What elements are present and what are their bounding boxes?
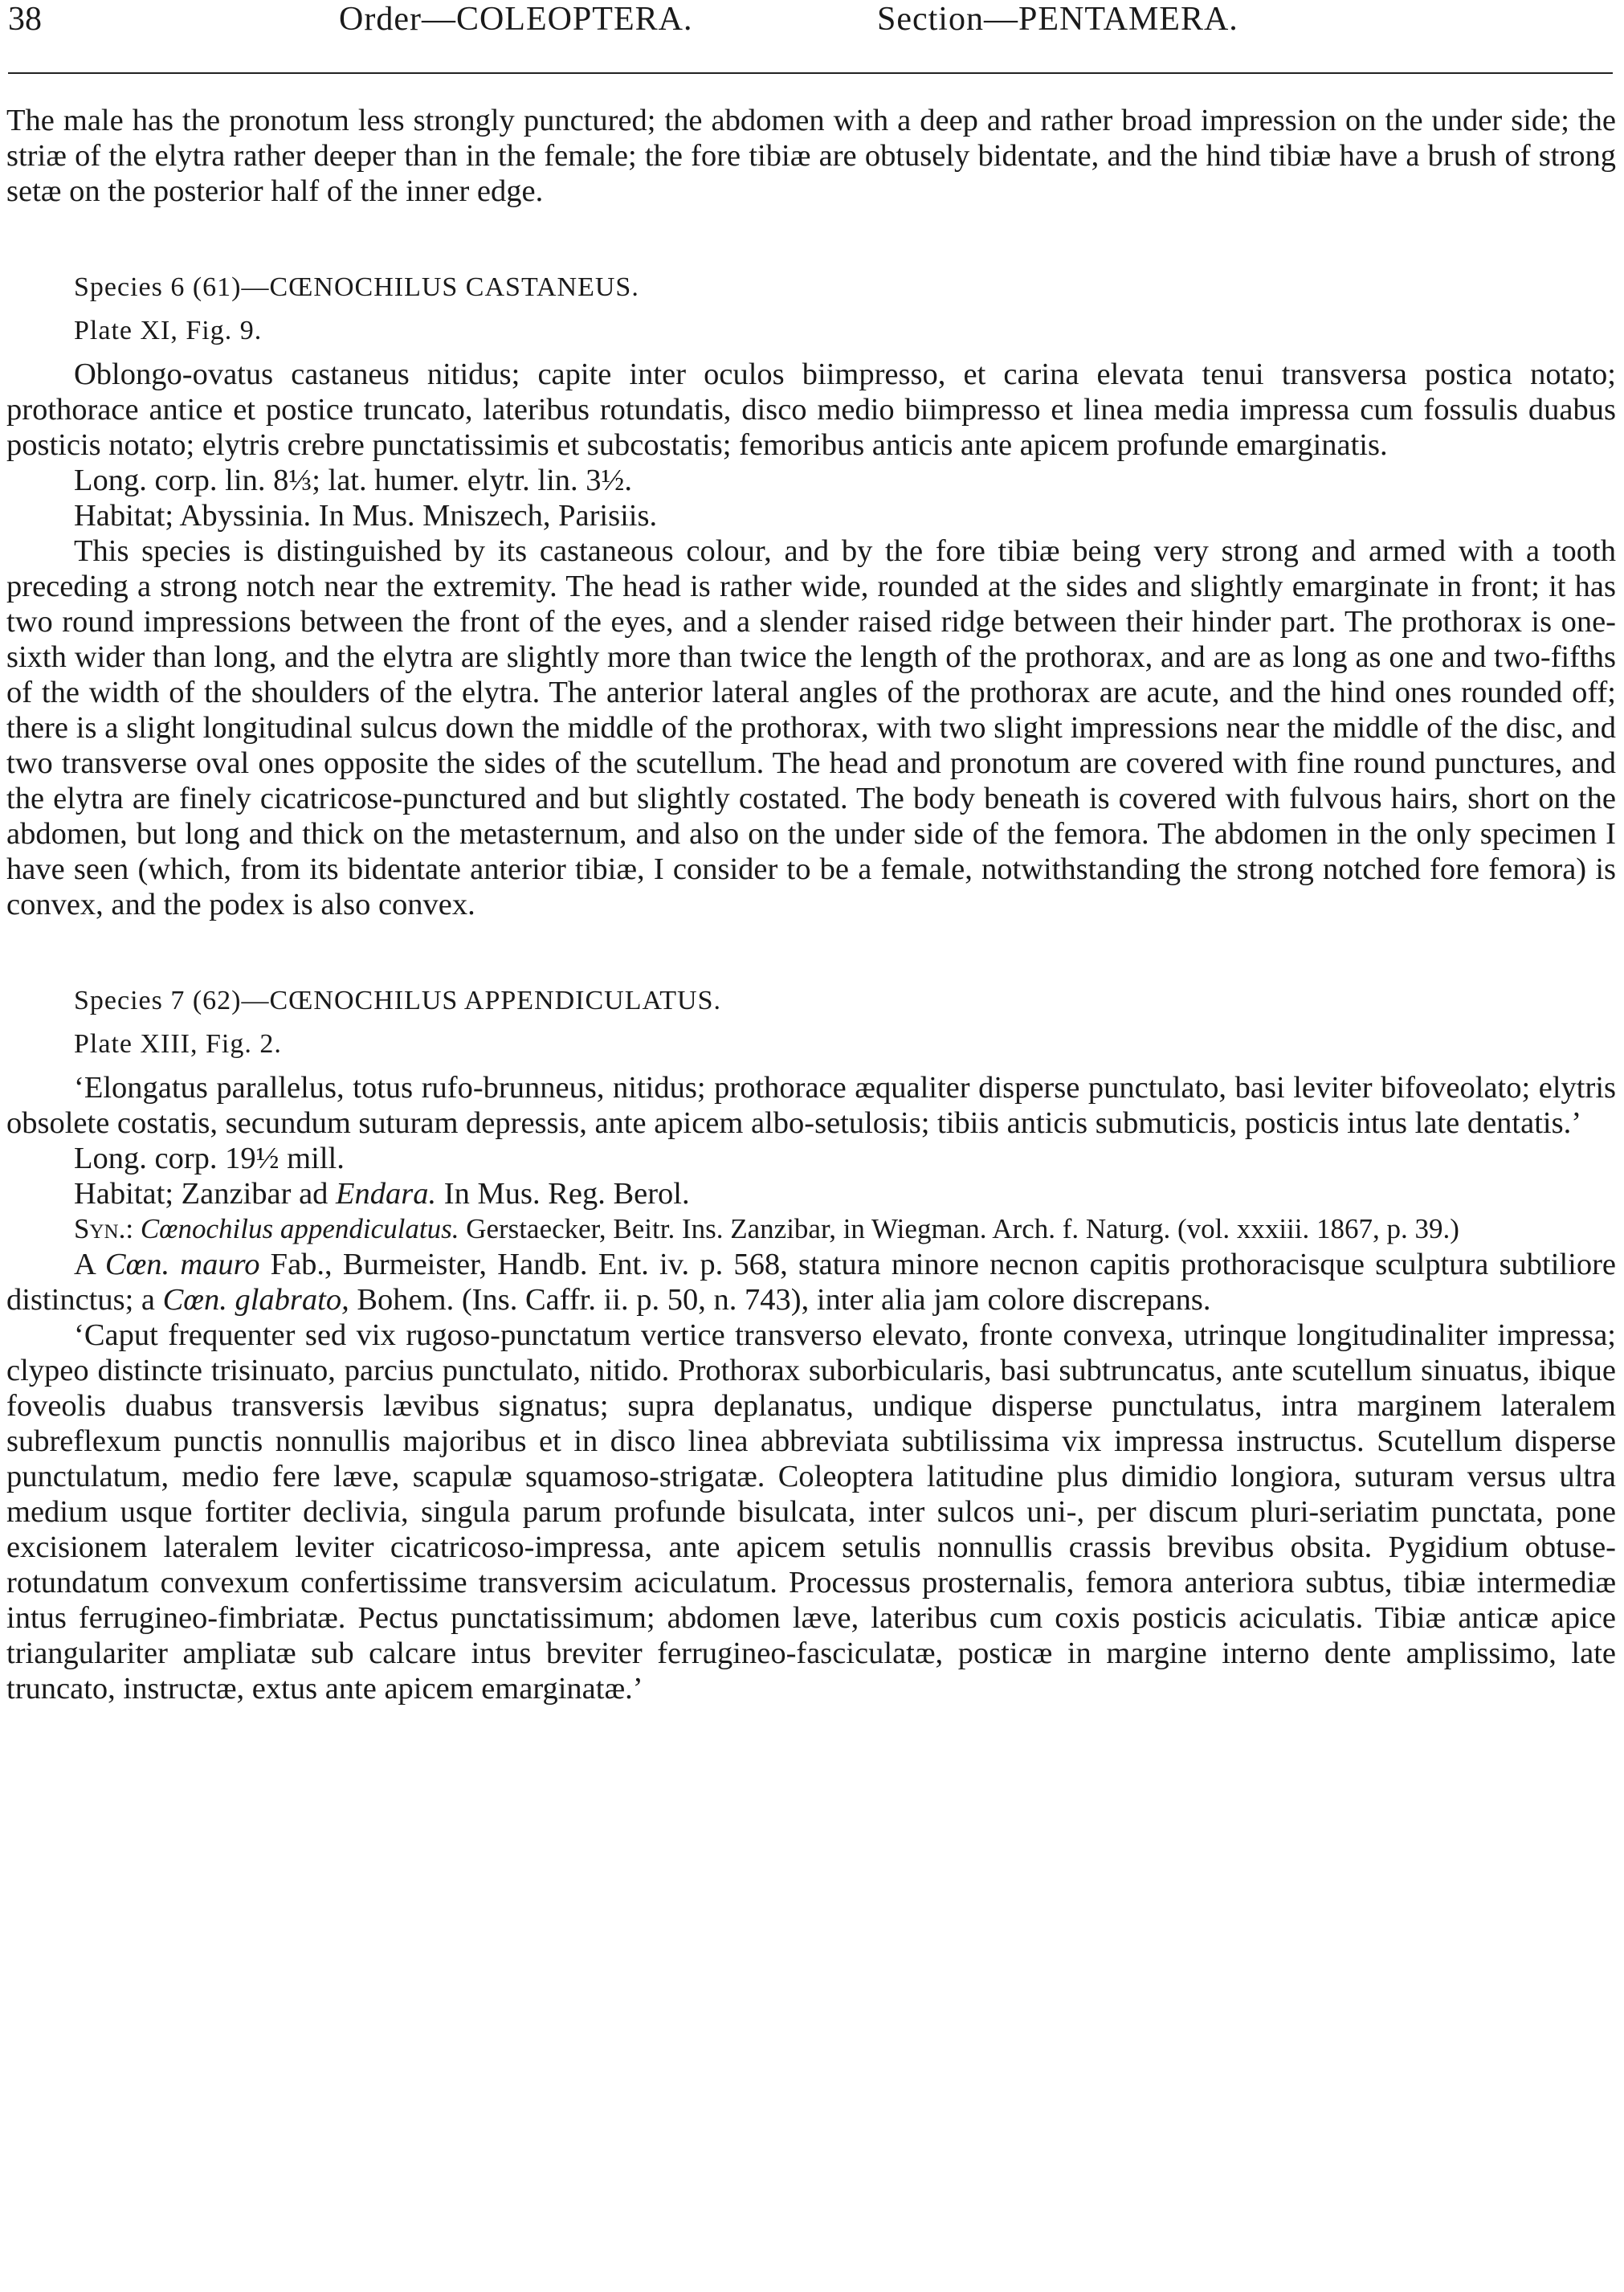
header-section: Section—PENTAMERA.: [877, 1, 1238, 38]
syn-label: Syn.:: [74, 1213, 141, 1244]
main-text: [6, 103, 1616, 1706]
species-6-habitat: Habitat; Abyssinia. In Mus. Mniszech, Parisiis.: [74, 499, 658, 533]
species-6-measurements: Long. corp. lin. 8⅓; lat. humer. elytr. lin. 3½.: [74, 464, 633, 497]
syn-name: Cœnochilus appendiculatus.: [140, 1213, 459, 1244]
species-6-latin-diagnosis: Oblongo-ovatus castaneus nitidus; capite inter oculos biimpresso, et carina elevata tenui transversa postica notato; prothorace antice et postice truncato, lateribus rotundatis, disco medio biimpresso et linea media impressa cum fossulis duabus posticis notato; elytris crebre punctatissimis et subcostatis; femoribus anticis ante apicem profunde emarginatis.: [6, 357, 1616, 462]
species-7-habitat: [6, 1176, 1616, 1211]
species-7-heading: Species 7 (62)—CŒNOCHILUS APPENDICULATUS.: [74, 986, 722, 1015]
habitat-text-a: Habitat; Zanzibar ad: [74, 1177, 337, 1211]
compare-name-2: Cœn. glabrato,: [162, 1283, 349, 1317]
species-6-plate: Plate XI, Fig. 9.: [74, 316, 263, 345]
compare-name-1: Cœn. mauro: [104, 1248, 260, 1281]
habitat-text-b: In Mus. Reg. Berol.: [436, 1177, 690, 1211]
compare-text-b: Fab., Burmeister, Handb. Ent. iv. p. 568, statura minore necnon capitis prothoracisque sculptura subtiliore distinctus; a: [6, 1248, 1617, 1317]
synonymy: [6, 1211, 1616, 1247]
comparison-note: [6, 1247, 1616, 1318]
running-header: [8, 0, 1614, 50]
species-7-plate: Plate XIII, Fig. 2.: [74, 1029, 282, 1059]
species-6-description: This species is distinguished by its castaneous colour, and by the fore tibiæ being very strong and armed with a tooth preceding a strong notch near the extremity. The head is rather wide, rounded at the sides and slightly emarginate in front; it has two round impressions between the front of the eyes, and a slender raised ridge between their hinder part. The prothorax is one-sixth wider than long, and the elytra are slightly more than twice the length of the prothorax, and are as long as one and two-fifths of the width of the shoulders of the elytra. The anterior lateral angles of the prothorax are acute, and the hind ones rounded off; there is a slight longitudinal sulcus down the middle of the prothorax, with two slight impressions near the middle of the disc, and two transverse oval ones opposite the sides of the scutellum. The head and pronotum are covered with fine round punctures, and the elytra are finely cicatricose-punctured and but slightly costated. The body beneath is covered with fulvous hairs, short on the abdomen, but long and thick on the metasternum, and also on the under side of the femora. The abdomen in the only specimen I have seen (which, from its bidentate anterior tibiæ, I consider to be a female, notwithstanding the strong notched fore femora) is convex, and the podex is also convex.: [6, 534, 1616, 921]
syn-reference: Gerstaecker, Beitr. Ins. Zanzibar, in Wiegman. Arch. f. Naturg. (vol. xxxiii. 1867, p. 39.): [459, 1213, 1459, 1244]
species-7-latin-diagnosis: ‘Elongatus parallelus, totus rufo-brunneus, nitidus; prothorace æqualiter disperse punctulato, basi leviter bifoveolato; elytris obsolete costatis, secundum suturam depressis, ante apicem albo-setulosis; tibiis anticis submuticis, posticis intus late dentatis.’: [6, 1071, 1616, 1140]
male-description: The male has the pronotum less strongly punctured; the abdomen with a deep and rather broad impression on the under side; the striæ of the elytra rather deeper than in the female; the fore tibiæ are obtusely bidentate, and the hind tibiæ have a brush of strong setæ on the posterior half of the inner edge.: [6, 104, 1616, 208]
species-6-heading: Species 6 (61)—CŒNOCHILUS CASTANEUS.: [74, 272, 639, 302]
habitat-place: Endara.: [336, 1177, 437, 1211]
compare-text-c: Bohem. (Ins. Caffr. ii. p. 50, n. 743), inter alia jam colore discrepans.: [349, 1283, 1211, 1317]
header-rule: [8, 72, 1613, 74]
species-7-measurements: Long. corp. 19½ mill.: [74, 1142, 345, 1175]
header-order: Order—COLEOPTERA.: [339, 1, 693, 38]
page-number: 38: [8, 1, 42, 38]
compare-text-a: A: [74, 1248, 105, 1281]
caput-description: ‘Caput frequenter sed vix rugoso-punctatum vertice transverso elevato, fronte convexa, utrinque longitudinaliter impressa; clypeo distincte trisinuato, parcius punctulato, nitido. Prothorax suborbicularis, basi subtruncatus, ante scutellum sinuatus, ibique foveolis duabus transversis lævibus signatus; supra deplanatus, undique disperse punctulatus, intra marginem lateralem subreflexum punctis nonnullis majoribus et in disco linea abbreviata subtilissima vix impressa instructus. Scutellum disperse punctulatum, medio fere læve, scapulæ squamoso-strigatæ. Coleoptera latitudine plus dimidio longiora, suturam versus ultra medium usque fortiter declivia, singula parum profunde bisulcata, inter sulcos uni-, per discum pluri-seriatim punctata, pone excisionem lateralem leviter cicatricoso-impressa, ante apicem setulis nonnullis crassis brevibus obsita. Pygidium obtuse-rotundatum convexum confertissime transversim aciculatum. Processus prosternalis, femora anteriora subtus, tibiæ intermediæ intus ferrugineo-fimbriatæ. Pectus punctatissimum; abdomen læve, lateribus cum coxis posticis aciculatis. Tibiæ anticæ apice triangulariter ampliatæ sub calcare intus breviter ferrugineo-fasciculatæ, posticæ in margine interno dente amplissimo, late truncato, instructæ, extus ante apicem emarginatæ.’: [6, 1318, 1616, 1706]
